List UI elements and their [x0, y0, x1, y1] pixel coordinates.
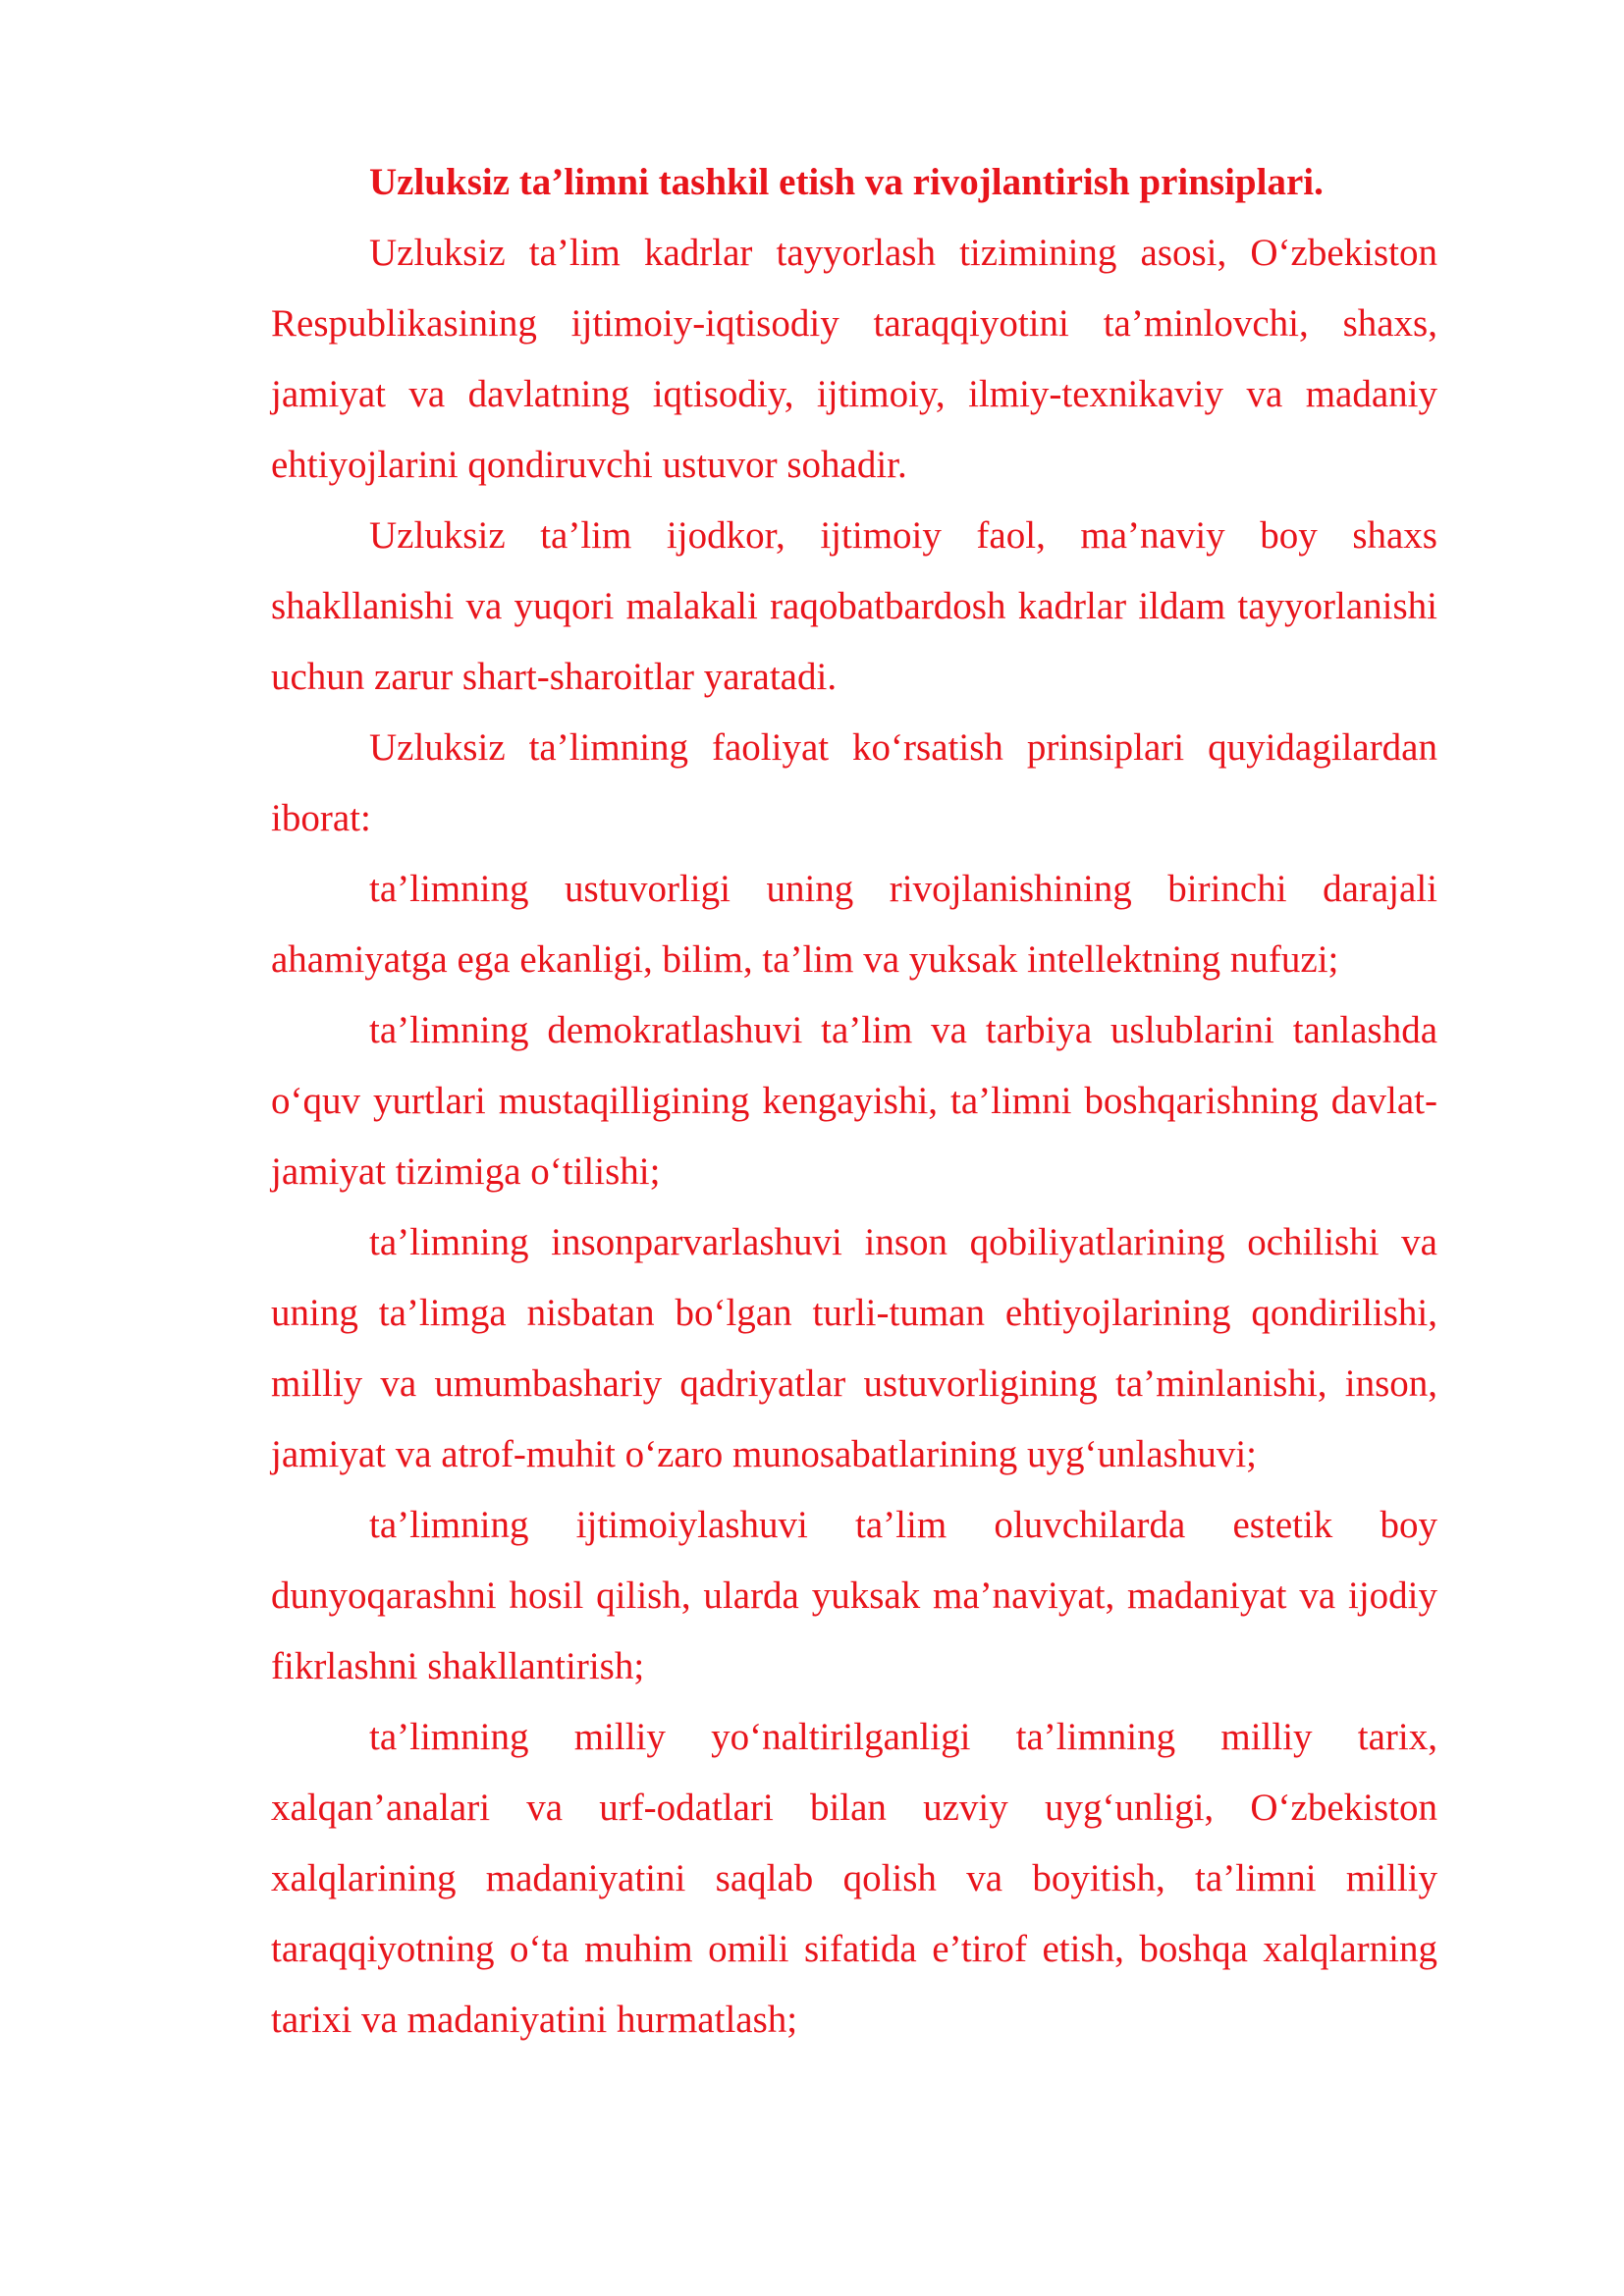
- paragraph-6: ta’limning insonparvarlashuvi inson qobiliyatlarining ochilishi va uning ta’limga nisbatan bo‘lgan turli-tuman ehtiyojlarining qondirilishi, milliy va umumbashariy qadriyatlar ustuvorligining ta’minlanishi, inson, jamiyat va atrof-muhit o‘zaro munosabatlarining uyg‘unlashuvi;: [271, 1221, 1437, 1475]
- paragraph-2: Uzluksiz ta’lim ijodkor, ijtimoiy faol, ma’naviy boy shaxs shakllanishi va yuqori malakali raqobatbardosh kadrlar ildam tayyorlanishi uchun zarur shart-sharoitlar yaratadi.: [271, 514, 1437, 698]
- paragraph-5: ta’limning demokratlashuvi ta’lim va tarbiya uslublarini tanlashda o‘quv yurtlari mustaqilligining kengayishi, ta’limni boshqarishning davlat-jamiyat tizimiga o‘tilishi;: [271, 1009, 1437, 1193]
- paragraph-7: ta’limning ijtimoiylashuvi ta’lim oluvchilarda estetik boy dunyoqarashni hosil qilish, ularda yuksak ma’naviyat, madaniyat va ijodiy fikrlashni shakllantirish;: [271, 1504, 1437, 1687]
- paragraph-4: ta’limning ustuvorligi uning rivojlanishining birinchi darajali ahamiyatga ega ekanligi, bilim, ta’lim va yuksak intellektning nufuzi;: [271, 868, 1437, 981]
- document-page: [271, 147, 1437, 2056]
- paragraph-1: Uzluksiz ta’lim kadrlar tayyorlash tizimining asosi, O‘zbekiston Respublikasining ijtimoiy-iqtisodiy taraqqiyotini ta’minlovchi, shaxs, jamiyat va davlatning iqtisodiy, ijtimoiy, ilmiy-texnikaviy va madaniy ehtiyojlarini qondiruvchi ustuvor sohadir.: [271, 232, 1437, 486]
- paragraph-3: Uzluksiz ta’limning faoliyat ko‘rsatish prinsiplari quyidagilardan iborat:: [271, 726, 1437, 839]
- paragraph-8: ta’limning milliy yo‘naltirilganligi ta’limning milliy tarix, xalqan’analari va urf-odatlari bilan uzviy uyg‘unligi, O‘zbekiston xalqlarining madaniyatini saqlab qolish va boyitish, ta’limni milliy taraqqiyotning o‘ta muhim omili sifatida e’tirof etish, boshqa xalqlarning tarixi va madaniyatini hurmatlash;: [271, 1716, 1437, 2041]
- document-title: Uzluksiz ta’limni tashkil etish va rivojlantirish prinsiplari.: [369, 161, 1324, 203]
